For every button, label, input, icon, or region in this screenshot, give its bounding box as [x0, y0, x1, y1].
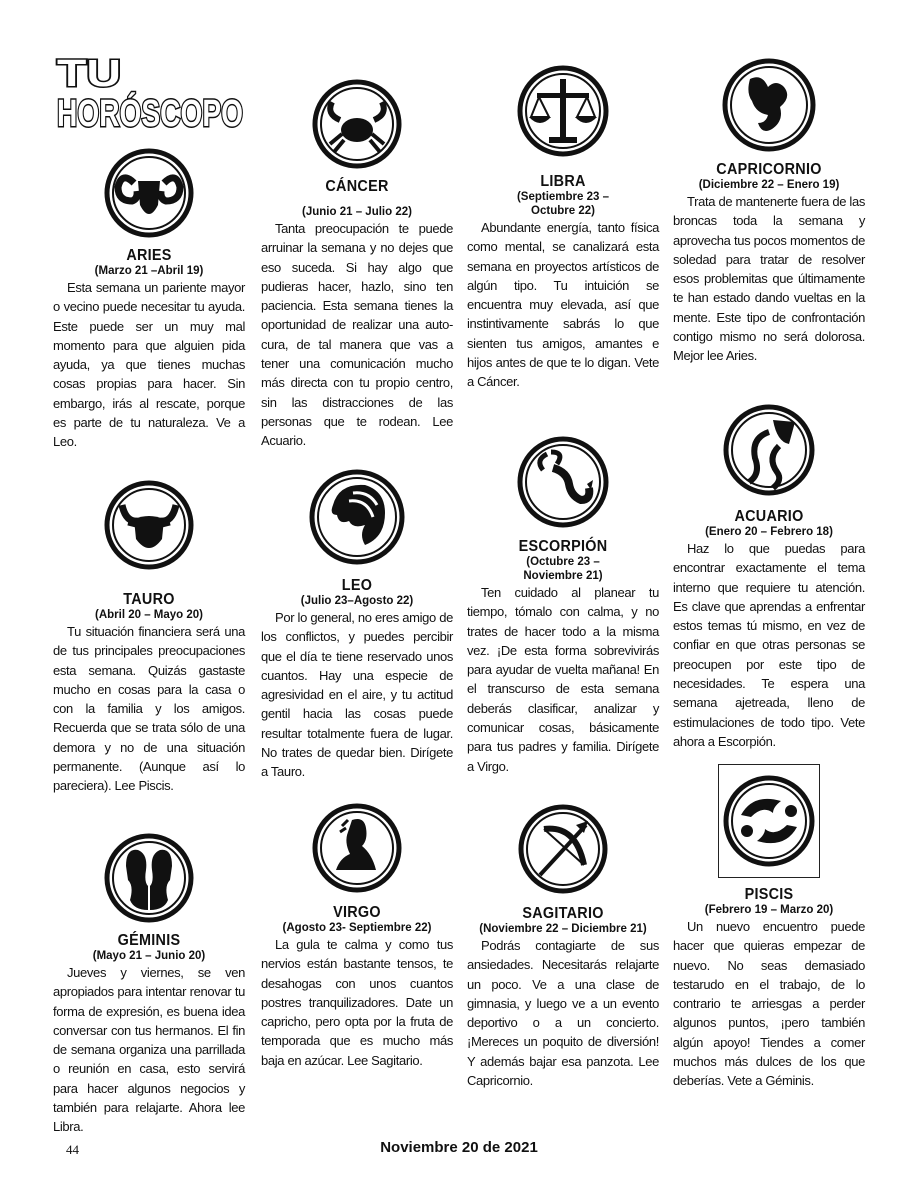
sign-text: Un nuevo encuentro puede hacer que quieras empezar de nuevo. No seas demasiado testarudo en el trabajo, de lo contrario te arriesgas a perder algunos puntos, ¡pero también algún apoyo! Tiendes a comer muchos más dulces de los que deberías. Vete a Géminis.	[673, 919, 865, 1089]
sign-name: GÉMINIS	[117, 932, 181, 949]
sign-name: LIBRA	[540, 173, 586, 190]
sign-text: Trata de mantenerte fuera de las broncas toda la semana y aprovecha tus pocos momentos de soledad para tratar de resolver esos problemitas que últimamente te han estado dando vueltas en la mente. Este tipo de confrontación contigo mismo no será dolorosa. Mejor lee Aries.	[673, 194, 865, 364]
sign-text: Haz lo que puedas para encontrar exactamente el tema interno que requiere tu atención. Es clave que aprendas a enfrentar estos temas tú mismo, en vez de confiar en que otras personas se preocupen por este tipo de necesidades. Te espera una semana ajetreada, lleno de estimulaciones de todo tipo. Vete ahora a Escorpión.	[673, 541, 865, 749]
sign-text: La gula te calma y como tus nervios están bastante tensos, te desahogas con unos cuantos postres tranquilizadores. Date un capricho, pero opta por la fruta de temporada que es mucho más baja en azúcar. Lee Sagitario.	[261, 937, 453, 1068]
sign-dates: (Junio 21 – Julio 22)	[302, 206, 412, 218]
sign-dates: (Mayo 21 – Junio 20)	[92, 950, 206, 962]
sign-text: Tu situación financiera será una de tus principales preocupaciones esta semana. Quizás gastaste mucho en cosas para la casa o con la familia y los amigos. Recuerda que se trata sólo de una demora y no de una situación permanente. (Aunque así lo pareciera). Lee Piscis.	[53, 624, 245, 794]
sign-virgo	[261, 798, 453, 1070]
sign-text: Ten cuidado al planear tu tiempo, tómalo con calma, y no trates de hacer todo a la misma vez. ¡De esta forma sobrevivirás para ayudar de vuelta mañana! En el transcurso de esta semana deberás clasificar, analizar y comunicar cosas, básicamente para tus padres y familia. Dirígete a Virgo.	[467, 585, 659, 774]
page-number: 44	[66, 1142, 79, 1157]
sign-escorpion	[467, 430, 659, 776]
sign-name: VIRGO	[333, 904, 381, 921]
sign-geminis	[53, 826, 245, 1137]
sign-cancer	[261, 74, 453, 451]
sign-text: Esta semana un pariente mayor o vecino puede necesitar tu ayuda. Este puede ser un muy mal momento para que alguien pida ayuda, ya que tienes muchas cosas propias para hacer. Sin embargo, irás al rescate, porque es parte de tu naturaleza. Ve a Leo.	[53, 280, 245, 450]
sign-dates: (Marzo 21 –Abril 19)	[94, 265, 204, 277]
horoscope-logo	[55, 52, 309, 135]
gemini-twins-icon	[104, 826, 194, 932]
sign-aries	[53, 143, 245, 452]
sign-dates: (Noviembre 22 – Diciembre 21)	[479, 923, 647, 935]
capricorn-goat-icon	[722, 57, 816, 161]
sign-text: Jueves y viernes, se ven apropiados para intentar renovar tu forma de expresión, es buena idea conversar con tus hermanos. El fin de semana organiza una parrillada o reunión en casa, esto servirá para hacer algunos negocios y también para relajarte. Ahora lee Libra.	[53, 965, 245, 1135]
leo-lion-icon	[309, 465, 405, 577]
logo-line-2: HORÓSCOPO	[57, 93, 309, 135]
sign-text: Abundante energía, tanto física como mental, se canalizará esta semana en proyectos artísticos de algún tipo. Tu intuición se encuentra muy elevada, así que instintivamente sabrás lo que sienten tus amigos, amantes e hijos antes de que te lo digan. Vete a Cáncer.	[467, 220, 659, 390]
pisces-fish-icon	[723, 775, 815, 867]
sign-name: ACUARIO	[734, 508, 804, 525]
taurus-bull-icon	[104, 473, 194, 591]
sagittarius-bow-icon	[518, 795, 608, 905]
scorpio-scorpion-icon	[517, 430, 609, 538]
sign-tauro	[53, 473, 245, 796]
sign-text: Por lo general, no eres amigo de los conflictos, y puedes percibir que el día te tiene reservado unos cuantos. Hay una especie de agresividad en el aire, y tu actitud gentil hacia las cosas puede resultar totalmente fuera de lugar. No trates de quedar bien. Dirígete a Tauro.	[261, 610, 453, 780]
sign-name: LEO	[341, 577, 373, 594]
sign-leo	[261, 465, 453, 782]
sign-text: Tanta preocupación te puede arruinar la semana y no dejes que eso suceda. Si hay algo que pudieras hacer, hazlo, sino ten paciencia. Esta semana tienes la oportunidad de realizar una auto-cura, de tal manera que vas a tener una comunicación mucho más directa con tu propio centro, sin las distracciones de las personas que te rodean. Lee Acuario.	[261, 221, 453, 449]
sign-name: PISCIS	[744, 886, 794, 903]
sign-name: CAPRICORNIO	[716, 161, 822, 178]
libra-scales-icon	[517, 57, 609, 173]
logo-line-1: TU	[57, 53, 121, 95]
sign-dates: (Enero 20 – Febrero 18)	[705, 526, 833, 538]
issue-date: Noviembre 20 de 2021	[380, 1139, 538, 1156]
sign-capricornio	[673, 57, 865, 366]
cancer-crab-icon	[312, 74, 402, 178]
sign-text: Podrás contagiarte de sus ansiedades. Necesitarás relajarte un poco. Ve a una clase de gimnasia, y luego ve a un evento deportivo o a un concierto. ¡Mereces un poquito de diversión! Y además bajar esa panzota. Lee Capricornio.	[467, 938, 659, 1089]
sign-name: TAURO	[123, 591, 175, 608]
sign-libra	[467, 57, 659, 392]
sign-dates: (Abril 20 – Mayo 20)	[94, 609, 203, 621]
sign-dates: (Agosto 23- Septiembre 22)	[282, 922, 432, 934]
sign-acuario	[673, 398, 865, 751]
sign-name: CÁNCER	[325, 178, 389, 195]
sign-name: ARIES	[126, 247, 172, 264]
virgo-maiden-icon	[312, 798, 402, 904]
sign-name: ESCORPIÓN	[518, 538, 608, 555]
aquarius-water-bearer-icon	[723, 398, 815, 508]
sign-dates: (Octubre 23 – Noviembre 21)	[523, 556, 603, 582]
sign-dates: (Septiembre 23 – Octubre 22)	[516, 191, 610, 217]
sign-dates: (Febrero 19 – Marzo 20)	[704, 904, 834, 916]
sign-sagitario	[467, 795, 659, 1090]
sign-piscis	[673, 764, 865, 1091]
sign-dates: (Diciembre 22 – Enero 19)	[698, 179, 840, 191]
pisces-frame	[718, 764, 820, 878]
sign-name: SAGITARIO	[522, 905, 604, 922]
sign-dates: (Julio 23–Agosto 22)	[300, 595, 414, 607]
aries-ram-icon	[104, 143, 194, 247]
